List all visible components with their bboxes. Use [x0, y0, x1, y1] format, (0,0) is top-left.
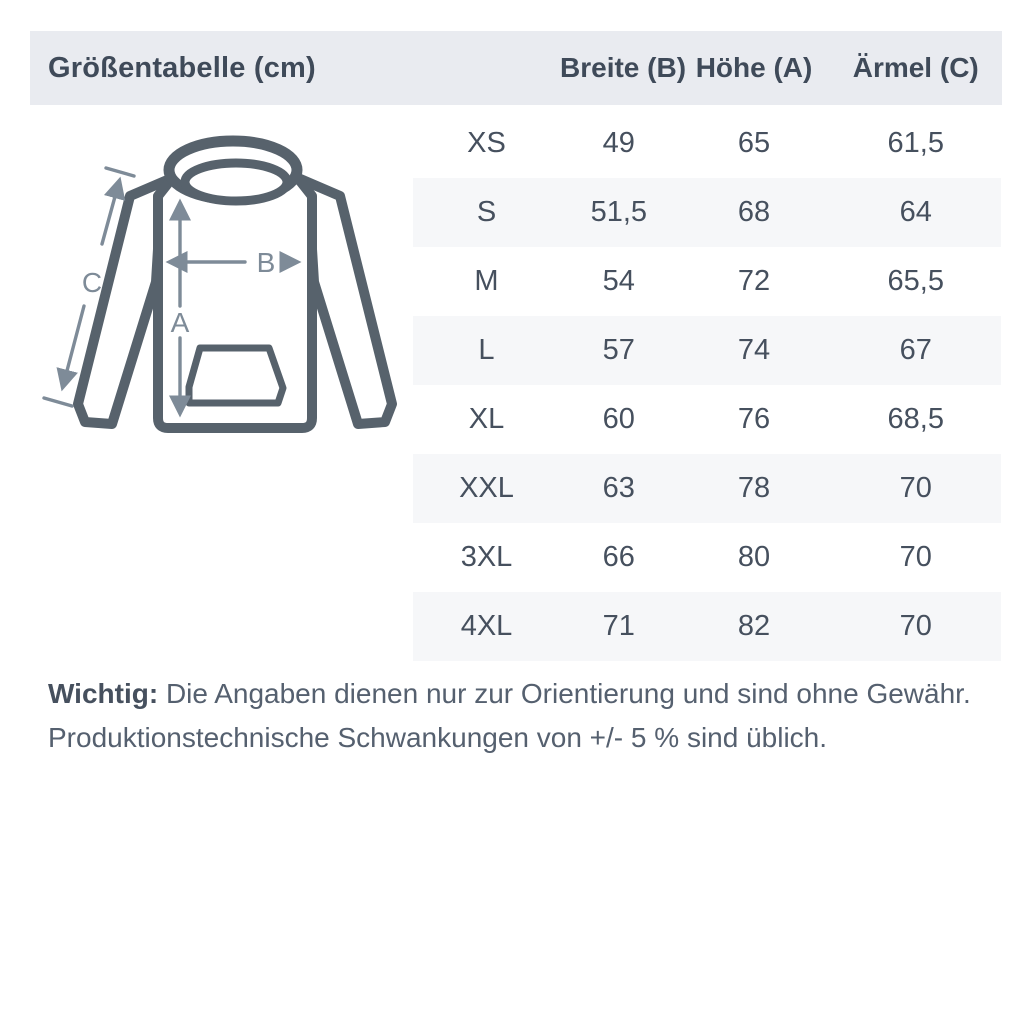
table-row [413, 592, 1001, 661]
breite-value: 57 [602, 334, 635, 366]
size-label: XS [467, 127, 506, 159]
table-row [413, 385, 1001, 454]
aermel-value: 61,5 [887, 127, 944, 159]
table-row [413, 109, 1001, 178]
label-b: B [256, 247, 276, 278]
breite-value: 66 [602, 541, 635, 573]
aermel-value: 70 [899, 541, 932, 573]
breite-value: 63 [602, 472, 635, 504]
breite-value: 49 [602, 127, 635, 159]
table-row [413, 316, 1001, 385]
breite-value: 51,5 [590, 196, 648, 228]
size-label: S [476, 196, 497, 228]
hoodie-hood [169, 141, 297, 201]
size-label: L [478, 334, 495, 366]
hoehe-value: 80 [737, 541, 771, 573]
size-label: XL [468, 403, 505, 435]
column-header-hoehe: Höhe (A) [695, 52, 813, 83]
label-a: A [170, 307, 190, 338]
hoehe-value: 68 [737, 196, 771, 228]
disclaimer-line1: Die Angaben dienen nur zur Orientierung und sind ohne Gewähr. [158, 678, 971, 709]
column-header-breite: Breite (B) [560, 52, 687, 83]
table-row [413, 247, 1001, 316]
breite-value: 60 [602, 403, 635, 435]
hoehe-value: 82 [737, 610, 771, 642]
aermel-value: 70 [899, 472, 932, 504]
breite-value: 71 [602, 610, 635, 642]
aermel-value: 64 [899, 196, 932, 228]
size-label: 4XL [460, 610, 513, 642]
label-c: C [81, 267, 103, 298]
column-header-aermel: Ärmel (C) [852, 52, 979, 83]
table-row [413, 454, 1001, 523]
aermel-value: 65,5 [887, 265, 944, 297]
hoehe-value: 72 [737, 265, 771, 297]
table-row [413, 523, 1001, 592]
size-label: 3XL [460, 541, 513, 573]
disclaimer-note [48, 672, 978, 760]
hoodie-measurement-diagram [40, 122, 405, 467]
aermel-value: 68,5 [887, 403, 944, 435]
hoehe-value: 76 [737, 403, 771, 435]
aermel-value: 70 [899, 610, 932, 642]
hoehe-value: 78 [737, 472, 771, 504]
aermel-value: 67 [899, 334, 932, 366]
breite-value: 54 [602, 265, 635, 297]
disclaimer-bold-label: Wichtig: [48, 678, 159, 709]
hoehe-value: 65 [737, 127, 771, 159]
page-title: Größentabelle (cm) [48, 51, 316, 84]
size-label: XXL [459, 472, 514, 504]
disclaimer-line2: Produktionstechnische Schwankungen von +/- 5 % sind üblich. [48, 722, 828, 753]
hoehe-value: 74 [737, 334, 771, 366]
size-label: M [474, 265, 499, 297]
hoodie-pocket [189, 348, 283, 403]
table-row [413, 178, 1001, 247]
column-headers [413, 31, 1001, 105]
table-header-bar [30, 31, 1002, 105]
size-table [413, 109, 1001, 661]
